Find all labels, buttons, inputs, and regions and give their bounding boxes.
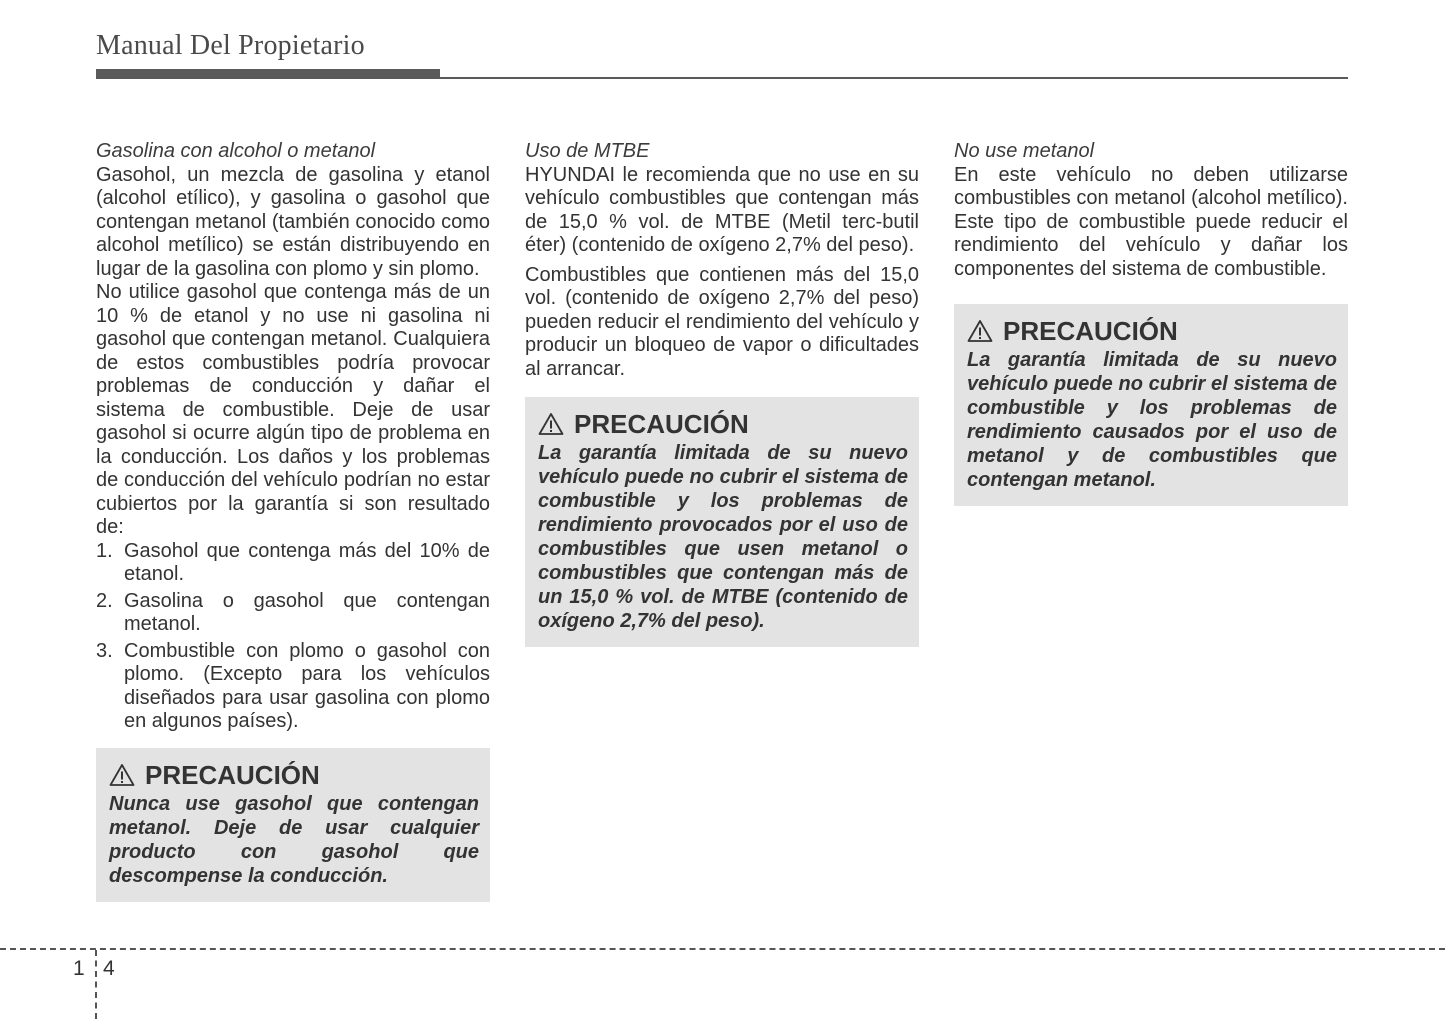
caution-heading	[967, 316, 1337, 346]
caution-body: Nunca use gasohol que contengan metanol. Deje de usar cualquier producto con gasohol que descompense la conducción.	[109, 792, 479, 887]
caution-body: La garantía limitada de su nuevo vehículo puede no cubrir el sistema de combustible y los problemas de rendimiento causados por el uso de metanol y de combustibles que contengan metanol.	[967, 349, 1337, 491]
section-title: Gasolina con alcohol o metanol	[96, 140, 376, 162]
numbered-list	[96, 540, 490, 734]
caution-heading	[109, 760, 479, 790]
caution-heading-text: PRECAUCIÓN	[145, 759, 320, 790]
list-item	[96, 590, 490, 637]
paragraph: Combustibles que contienen más del 15,0 vol. (contenido de oxígeno 2,7% del peso) pueden reducir el rendimiento del vehículo y producir un bloqueo de vapor o dificultades al arrancar.	[525, 263, 919, 380]
footer-dashed-rule	[0, 948, 1445, 950]
header-rule-thin	[440, 77, 1348, 79]
footer-dashed-divider	[95, 950, 97, 1019]
caution-heading	[538, 409, 908, 439]
list-number: 1.	[96, 539, 113, 562]
chapter-number: 1	[73, 957, 85, 980]
paragraph: HYUNDAI le recomienda que no use en su vehículo combustibles que contengan más de 15,0 % vol. de MTBE (Metil terc-butil éter) (contenido de oxígeno 2,7% del peso).	[525, 163, 919, 256]
caution-heading-text: PRECAUCIÓN	[1003, 316, 1178, 346]
paragraph: No utilice gasohol que contenga más de un 10 % de etanol y no use ni gasolina ni gasohol que contengan metanol. Cualquiera de estos combustibles podría provocar problemas de conducción y dañar el sistema de combustible. Deje de usar gasohol si ocurre algún tipo de problema en la conducción. Los daños y los problemas de conducción del vehículo podrían no estar cubiertos por la garantía si son resultado de:	[96, 281, 490, 538]
list-text: Combustible con plomo o gasohol con plomo. (Excepto para los vehículos diseñados para usar gasolina con plomo en algunos países).	[124, 639, 490, 732]
list-text: Gasohol que contenga más del 10% de etanol.	[124, 539, 490, 585]
caution-heading-text: PRECAUCIÓN	[574, 409, 749, 439]
caution-box	[954, 304, 1348, 506]
section-title: Uso de MTBE	[525, 140, 650, 162]
warning-icon	[967, 319, 993, 343]
caution-box	[96, 748, 490, 902]
section-title: No use metanol	[954, 140, 1095, 162]
column-uso-mtbe	[525, 138, 919, 647]
page-header-title: Manual Del Propietario	[96, 30, 365, 61]
caution-box	[525, 397, 919, 647]
paragraph: Gasohol, un mezcla de gasolina y etanol (alcohol etílico), y gasolina o gasohol que contengan metanol (también conocido como alcohol metílico) se están distribuyendo en lugar de la gasolina con plomo y sin plomo.	[96, 163, 490, 280]
list-item	[96, 540, 490, 587]
page-number: 4	[103, 957, 115, 980]
paragraph: En este vehículo no deben utilizarse combustibles con metanol (alcohol metílico). Este tipo de combustible puede reducir el rendimiento del vehículo y dañar los componentes del sistema de combustible.	[954, 163, 1348, 280]
column-gasolina-alcohol	[96, 138, 490, 902]
column-no-use-metanol	[954, 138, 1348, 506]
warning-icon	[538, 412, 564, 436]
list-number: 2.	[96, 589, 113, 612]
list-item	[96, 640, 490, 734]
list-number: 3.	[96, 639, 113, 662]
warning-icon	[109, 763, 135, 787]
caution-body: La garantía limitada de su nuevo vehículo puede no cubrir el sistema de combustible y los problemas de rendimiento provocados por el uso de combustibles que usen metanol o combustibles que contengan más de un 15,0 % vol. de MTBE (contenido de oxígeno 2,7% del peso).	[538, 442, 908, 632]
header-rule-thick	[96, 69, 440, 79]
list-text: Gasolina o gasohol que contengan metanol.	[124, 589, 490, 635]
